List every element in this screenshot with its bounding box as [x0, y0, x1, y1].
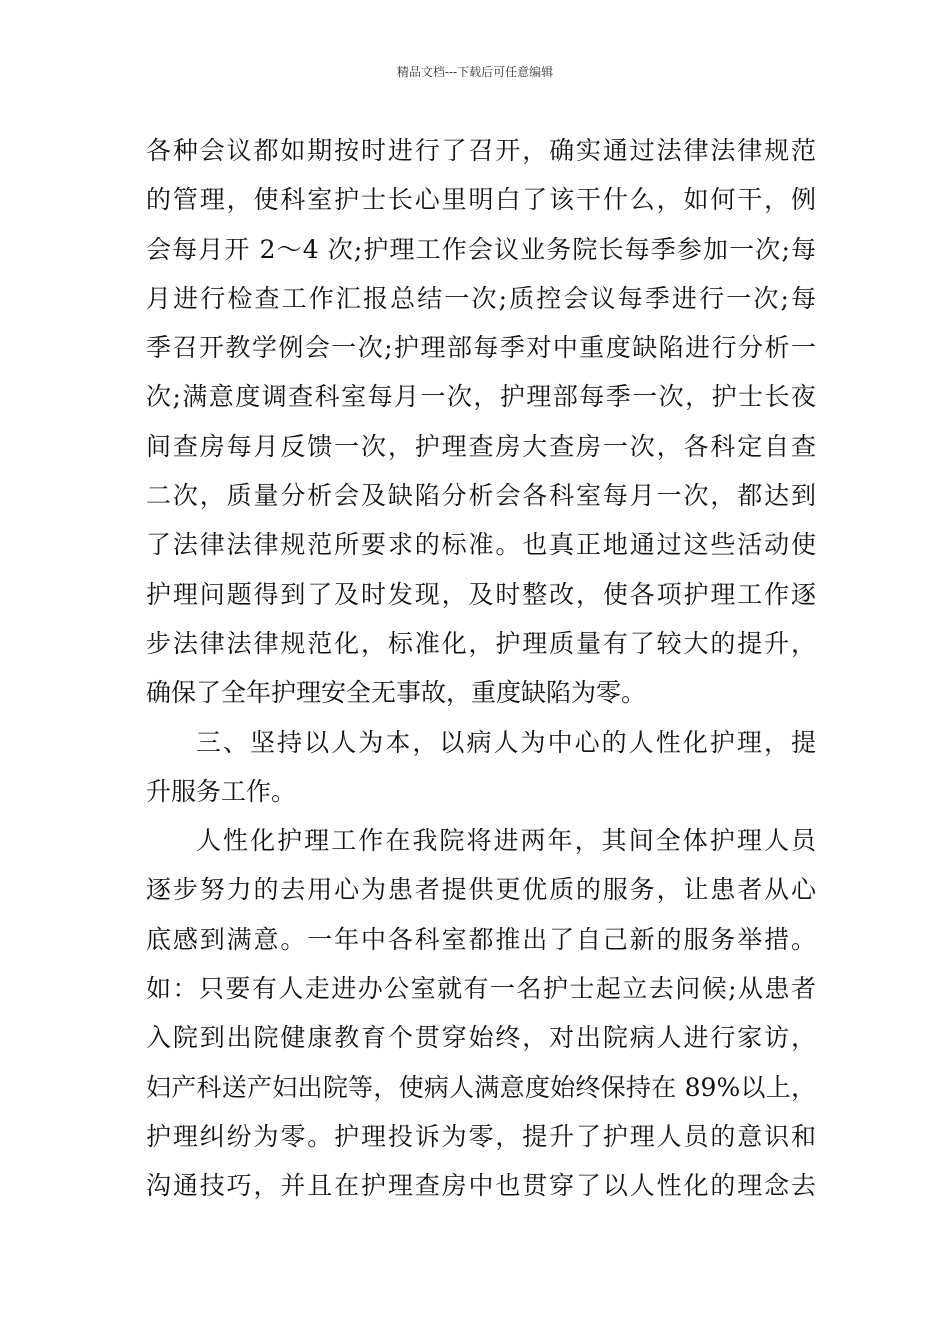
text-line: 会每月开 2～4 次;护理工作会议业务院长每季参加一次;每	[146, 234, 816, 264]
text-line: 人性化护理工作在我院将进两年，其间全体护理人员	[196, 826, 816, 856]
text-line: 底感到满意。一年中各科室都推出了自己新的服务举措。	[146, 924, 816, 954]
text-line: 妇产科送产妇出院等，使病人满意度始终保持在 89%以上，	[146, 1072, 816, 1102]
page-header: 精品文档---下载后可任意编辑	[396, 65, 554, 79]
text-line: 间查房每月反馈一次，护理查房大查房一次，各科定自查	[146, 431, 816, 461]
section-heading-line: 三、坚持以人为本，以病人为中心的人性化护理，提	[196, 727, 816, 757]
text-line: 次;满意度调查科室每月一次，护理部每季一次，护士长夜	[146, 382, 816, 412]
text-line: 二次，质量分析会及缺陷分析会各科室每月一次，都达到	[146, 481, 816, 511]
text-line: 的管理，使科室护士长心里明白了该干什么，如何干，例	[146, 185, 816, 215]
text-line: 月进行检查工作汇报总结一次;质控会议每季进行一次;每	[146, 283, 816, 313]
text-line: 逐步努力的去用心为患者提供更优质的服务，让患者从心	[146, 875, 816, 905]
text-line: 步法律法律规范化，标准化，护理质量有了较大的提升，	[146, 628, 816, 658]
text-line: 沟通技巧，并且在护理查房中也贯穿了以人性化的理念去	[146, 1171, 816, 1201]
text-line: 各种会议都如期按时进行了召开，确实通过法律法律规范	[146, 136, 816, 165]
text-line: 了法律法律规范所要求的标准。也真正地通过这些活动使	[146, 530, 816, 560]
paragraph-1	[146, 126, 816, 718]
paragraph-2	[146, 718, 816, 817]
text-line: 护理纠纷为零。护理投诉为零，提升了护理人员的意识和	[146, 1121, 816, 1151]
text-line: 入院到出院健康教育个贯穿始终，对出院病人进行家访，	[146, 1023, 816, 1053]
paragraph-3	[146, 816, 816, 1210]
text-line: 如：只要有人走进办公室就有一名护士起立去问候;从患者	[146, 974, 816, 1004]
text-line: 护理问题得到了及时发现，及时整改，使各项护理工作逐	[146, 579, 816, 609]
text-line: 确保了全年护理安全无事故，重度缺陷为零。	[146, 678, 647, 708]
text-line: 季召开教学例会一次;护理部每季对中重度缺陷进行分析一	[146, 333, 816, 363]
body-text	[146, 126, 816, 1211]
section-heading-line: 升服务工作。	[146, 776, 297, 806]
